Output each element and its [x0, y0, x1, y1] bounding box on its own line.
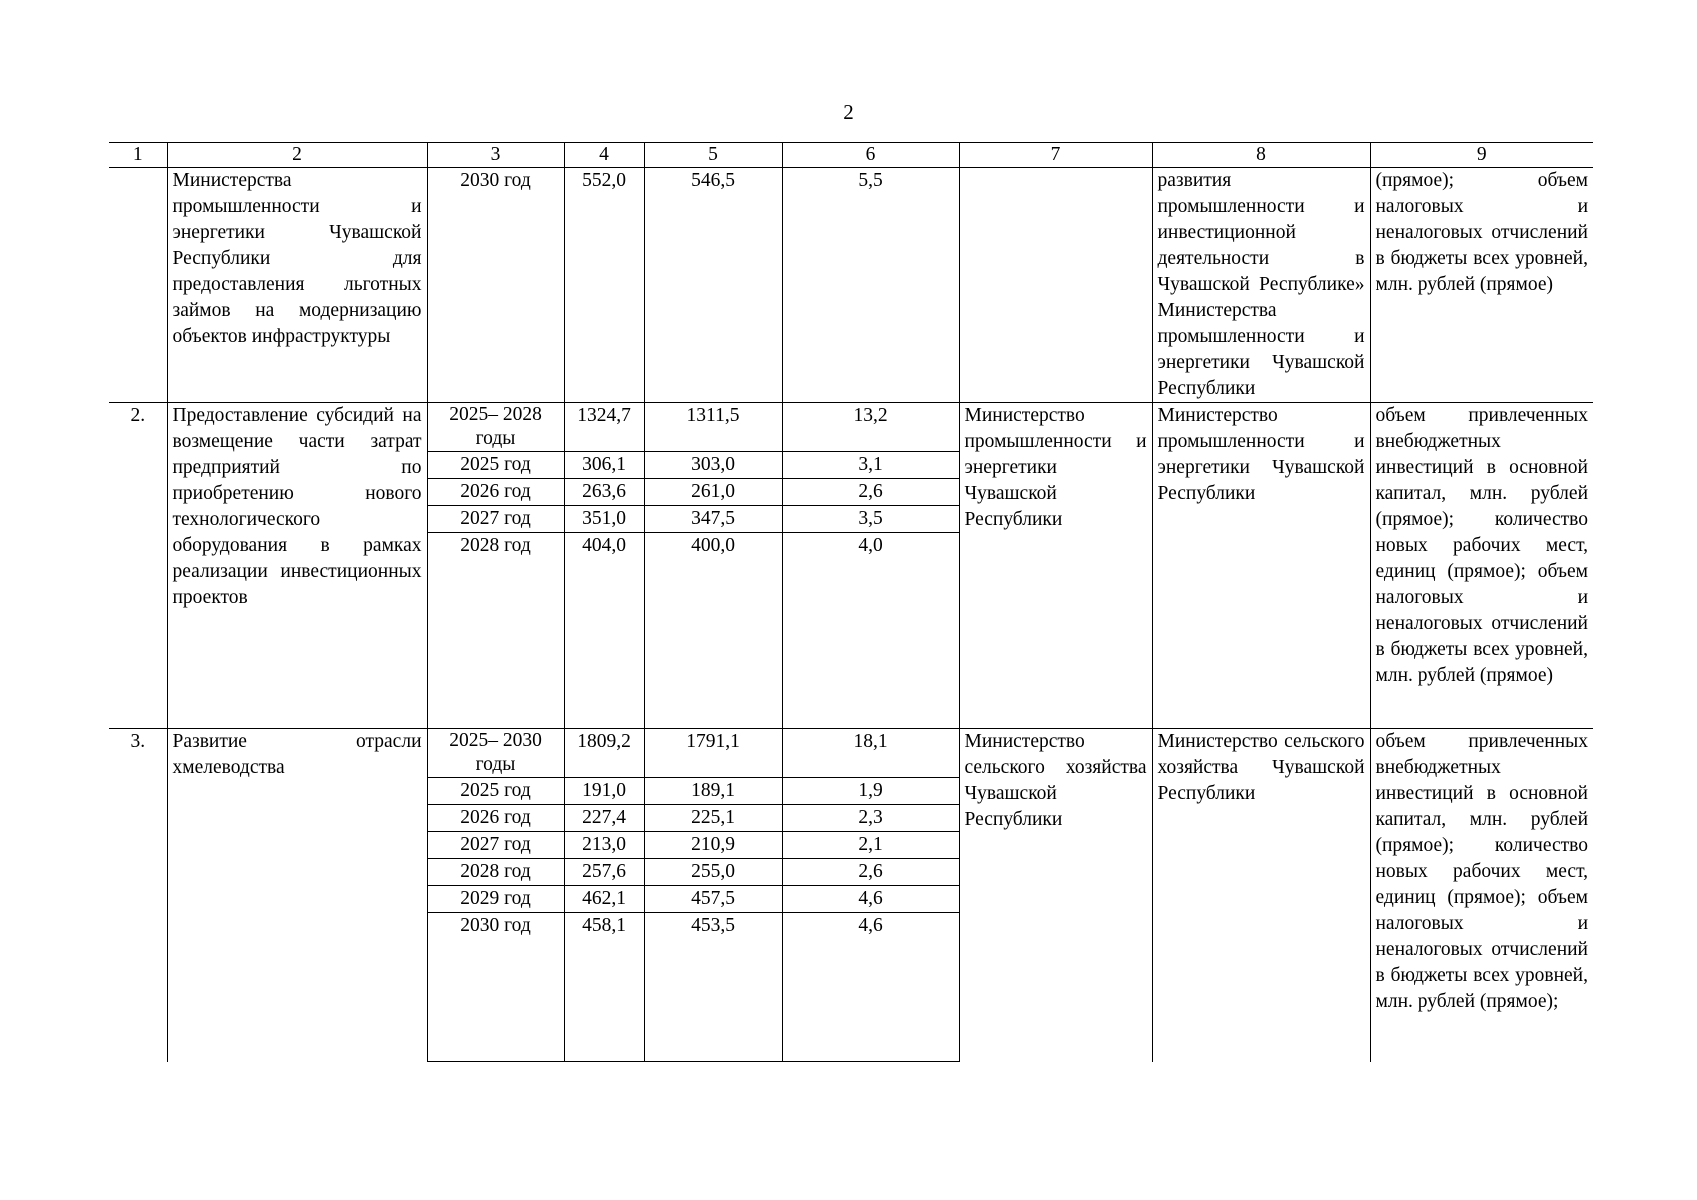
row-number	[109, 168, 167, 403]
local-budget-value: 1,9	[782, 777, 959, 804]
program: Министерство промышленности и энергетики Чувашской Республики	[1152, 403, 1370, 729]
total-value: 458,1	[564, 912, 644, 939]
republic-budget-value: 210,9	[644, 831, 782, 858]
measure-name: Предоставление субсидий на возмещение части затрат предприятий по приобретению нового технологического оборудования в рамках реализации инвестиционных проектов	[167, 403, 427, 729]
period: 2030 год	[427, 912, 564, 939]
republic-budget-value: 457,5	[644, 885, 782, 912]
indicators: объем привлеченных внебюджетных инвестиций в основной капитал, млн. рублей (прямое); количество новых рабочих мест, единиц (прямое); объем налоговых и неналоговых отчислений в бюджеты всех уровней, млн. рублей (прямое);	[1370, 728, 1593, 1062]
republic-budget-value: 1791,1	[644, 728, 782, 777]
column-header: 9	[1370, 143, 1593, 168]
indicators: объем привлеченных внебюджетных инвестиций в основной капитал, млн. рублей (прямое); количество новых рабочих мест, единиц (прямое); объем налоговых и неналоговых отчислений в бюджеты всех уровней, млн. рублей (прямое)	[1370, 403, 1593, 729]
republic-budget-value: 453,5	[644, 912, 782, 939]
local-budget-value: 13,2	[782, 403, 959, 452]
total-value: 462,1	[564, 885, 644, 912]
total-value: 1809,2	[564, 728, 644, 777]
period: 2028 год	[427, 533, 564, 560]
republic-budget-value: 1311,5	[644, 403, 782, 452]
measure-name: Развитие отрасли хмелеводства	[167, 728, 427, 1062]
period: 2025– 2028 годы	[427, 403, 564, 452]
column-header: 6	[782, 143, 959, 168]
total-value: 227,4	[564, 804, 644, 831]
local-budget-value: 5,5	[782, 168, 959, 403]
period: 2025– 2030 годы	[427, 728, 564, 777]
responsible: Министерство промышленности и энергетики Чувашской Республики	[959, 403, 1152, 729]
program: Министерство сельского хозяйства Чувашской Республики	[1152, 728, 1370, 1062]
total-value: 1324,7	[564, 403, 644, 452]
measures-table	[109, 142, 1593, 1062]
total-value: 213,0	[564, 831, 644, 858]
measure-name: Министерства промышленности и энергетики Чувашской Республики для предоставления льготных займов на модернизацию объектов инфраструктуры	[167, 168, 427, 403]
row-number: 3.	[109, 728, 167, 1062]
indicators: (прямое); объем налоговых и неналоговых отчислений в бюджеты всех уровней, млн. рублей (прямое)	[1370, 168, 1593, 403]
period: 2030 год	[427, 168, 564, 403]
republic-budget-value: 255,0	[644, 858, 782, 885]
republic-budget-value: 225,1	[644, 804, 782, 831]
local-budget-value: 2,1	[782, 831, 959, 858]
local-budget-value: 3,1	[782, 452, 959, 479]
republic-budget-value: 189,1	[644, 777, 782, 804]
republic-budget-value: 303,0	[644, 452, 782, 479]
republic-budget-value: 261,0	[644, 479, 782, 506]
column-header: 2	[167, 143, 427, 168]
row-number: 2.	[109, 403, 167, 729]
column-header: 3	[427, 143, 564, 168]
period: 2027 год	[427, 506, 564, 533]
total-value: 263,6	[564, 479, 644, 506]
republic-budget-value: 400,0	[644, 533, 782, 560]
page-number: 2	[843, 100, 854, 124]
total-value: 306,1	[564, 452, 644, 479]
column-header: 7	[959, 143, 1152, 168]
column-header: 5	[644, 143, 782, 168]
table-row	[109, 403, 1593, 452]
table-row	[109, 728, 1593, 777]
republic-budget-value: 546,5	[644, 168, 782, 403]
responsible: Министерство сельского хозяйства Чувашской Республики	[959, 728, 1152, 1062]
period: 2027 год	[427, 831, 564, 858]
period: 2025 год	[427, 452, 564, 479]
period: 2026 год	[427, 479, 564, 506]
local-budget-value: 4,6	[782, 885, 959, 912]
republic-budget-value: 347,5	[644, 506, 782, 533]
column-header: 1	[109, 143, 167, 168]
column-header: 8	[1152, 143, 1370, 168]
local-budget-value: 4,6	[782, 912, 959, 939]
local-budget-value: 3,5	[782, 506, 959, 533]
total-value: 552,0	[564, 168, 644, 403]
column-header: 4	[564, 143, 644, 168]
local-budget-value: 4,0	[782, 533, 959, 560]
period: 2026 год	[427, 804, 564, 831]
local-budget-value: 2,6	[782, 858, 959, 885]
total-value: 404,0	[564, 533, 644, 560]
program: развития промышленности и инвестиционной деятельности в Чувашской Республике» Министерства промышленности и энергетики Чувашской Республики	[1152, 168, 1370, 403]
table-row	[109, 168, 1593, 403]
column-numbers-row	[109, 143, 1593, 168]
local-budget-value: 2,6	[782, 479, 959, 506]
period: 2028 год	[427, 858, 564, 885]
total-value: 351,0	[564, 506, 644, 533]
responsible	[959, 168, 1152, 403]
local-budget-value: 18,1	[782, 728, 959, 777]
total-value: 257,6	[564, 858, 644, 885]
period: 2029 год	[427, 885, 564, 912]
total-value: 191,0	[564, 777, 644, 804]
local-budget-value: 2,3	[782, 804, 959, 831]
period: 2025 год	[427, 777, 564, 804]
